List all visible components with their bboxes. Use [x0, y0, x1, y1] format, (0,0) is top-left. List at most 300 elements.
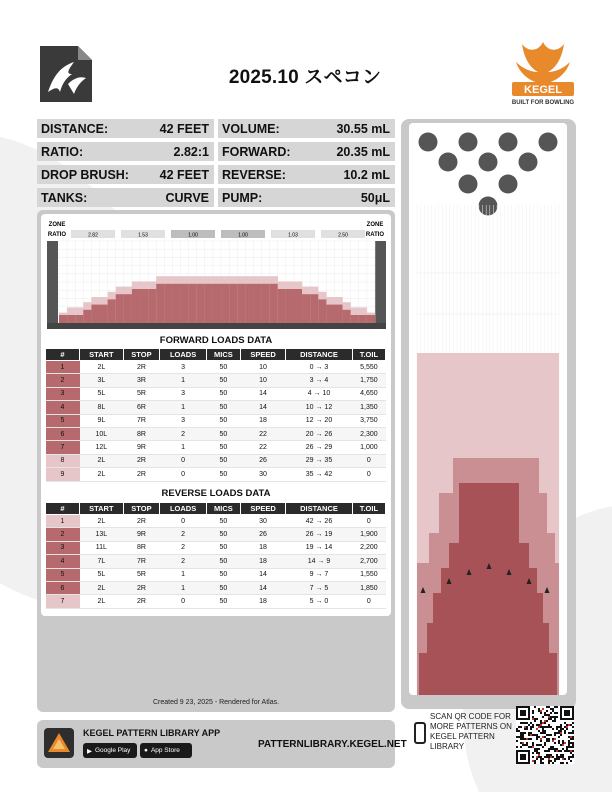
qr-module — [560, 726, 562, 728]
kegel-app-icon[interactable] — [44, 728, 74, 758]
forward-loads-title: FORWARD LOADS DATA — [159, 335, 273, 346]
qr-module — [558, 740, 560, 742]
zone-label: ZONE — [366, 222, 384, 228]
lane-graph — [409, 123, 567, 695]
qr-module — [544, 756, 546, 758]
qr-module — [544, 732, 546, 734]
qr-module — [534, 706, 536, 708]
table-cell: 50 — [206, 361, 240, 374]
row-index: 7 — [46, 595, 80, 608]
qr-module — [570, 746, 572, 748]
table-cell: 2L — [80, 595, 124, 608]
qr-module — [532, 718, 534, 720]
qr-module — [560, 732, 562, 734]
qr-module — [548, 762, 550, 764]
profile-bar-forward — [318, 299, 326, 323]
qr-module — [566, 746, 568, 748]
qr-module — [530, 738, 532, 740]
qr-module — [542, 722, 544, 724]
profile-bar-forward — [59, 315, 67, 323]
table-cell: 5R — [123, 387, 160, 400]
row-index: 6 — [46, 427, 80, 440]
table-cell: 1,350 — [352, 401, 385, 414]
table-cell: 42 → 26 — [286, 515, 353, 528]
zone-ratio-value: 1.53 — [138, 232, 148, 239]
qr-module — [548, 754, 550, 756]
qr-module — [538, 744, 540, 746]
table-cell: 18 — [240, 555, 285, 568]
qr-module — [528, 738, 530, 740]
profile-bar-forward — [270, 284, 278, 323]
qr-module — [522, 742, 524, 744]
qr-module — [538, 756, 540, 758]
table-cell: 5R — [123, 568, 160, 581]
table-cell: 30 — [240, 468, 285, 481]
qr-module — [568, 750, 570, 752]
column-header: STOP — [123, 349, 160, 361]
qr-module — [520, 734, 522, 736]
profile-bar-forward — [140, 289, 148, 323]
table-cell: 3L — [80, 374, 124, 387]
qr-module — [532, 734, 534, 736]
qr-module — [552, 720, 554, 722]
profile-bar-forward — [91, 305, 99, 323]
row-index: 9 — [46, 468, 80, 481]
table-row — [46, 468, 386, 481]
qr-module — [530, 722, 532, 724]
qr-module — [522, 722, 524, 724]
stat-pump — [218, 188, 395, 207]
table-cell: 35 → 42 — [286, 468, 353, 481]
pin-icon — [459, 133, 478, 152]
qr-module — [518, 736, 520, 738]
qr-module — [560, 724, 562, 726]
qr-module — [544, 714, 546, 716]
qr-module — [520, 738, 522, 740]
qr-module — [540, 710, 542, 712]
qr-module — [530, 746, 532, 748]
qr-module — [550, 708, 552, 710]
table-cell: 3R — [123, 374, 160, 387]
table-cell: 2L — [80, 515, 124, 528]
qr-module — [556, 732, 558, 734]
qr-module — [528, 732, 530, 734]
qr-module — [554, 712, 556, 714]
qr-module — [564, 758, 566, 760]
profile-bar-forward — [286, 289, 294, 323]
qr-finder — [564, 710, 570, 716]
column-header: T.OIL — [352, 503, 385, 515]
qr-module — [568, 740, 570, 742]
table-cell: 1 — [160, 568, 207, 581]
profile-bar-forward — [156, 284, 164, 323]
qr-module — [522, 738, 524, 740]
table-cell: 3,750 — [352, 414, 385, 427]
table-cell: 50 — [206, 568, 240, 581]
qr-module — [540, 722, 542, 724]
qr-module — [524, 722, 526, 724]
qr-module — [554, 758, 556, 760]
row-index: 3 — [46, 387, 80, 400]
qr-module — [544, 742, 546, 744]
qr-module — [556, 728, 558, 730]
zone-label: ZONE — [48, 222, 66, 228]
qr-module — [556, 750, 558, 752]
profile-bar-forward — [334, 305, 342, 323]
column-header: SPEED — [240, 503, 285, 515]
qr-module — [540, 740, 542, 742]
table-cell: 50 — [206, 401, 240, 414]
pin-icon — [459, 175, 478, 194]
qr-module — [560, 728, 562, 730]
stat-label: TANKS: — [41, 190, 88, 205]
profile-bar-forward — [100, 305, 108, 323]
qr-module — [518, 726, 520, 728]
qr-module — [570, 756, 572, 758]
table-cell: 50 — [206, 541, 240, 554]
table-cell: 1 — [160, 401, 207, 414]
qr-module — [544, 750, 546, 752]
stat-value: 20.35 mL — [336, 144, 390, 159]
qr-module — [528, 734, 530, 736]
qr-caption: SCAN QR CODE FOR MORE PATTERNS ON KEGEL PATTERN LIBRARY — [430, 712, 512, 751]
table-cell: 50 — [206, 427, 240, 440]
table-cell: 2R — [123, 515, 160, 528]
table-cell: 19 → 14 — [286, 541, 353, 554]
qr-module — [540, 744, 542, 746]
table-cell: 26 — [240, 528, 285, 541]
qr-module — [526, 728, 528, 730]
column-header: DISTANCE — [286, 349, 353, 361]
table-cell: 0 — [352, 515, 385, 528]
table-cell: 2R — [123, 595, 160, 608]
qr-module — [550, 718, 552, 720]
profile-bar-forward — [116, 294, 124, 323]
table-cell: 26 — [240, 454, 285, 467]
table-cell: 3 — [160, 361, 207, 374]
table-row — [46, 515, 386, 528]
column-header: STOP — [123, 503, 160, 515]
qr-module — [560, 730, 562, 732]
table-cell: 6R — [123, 401, 160, 414]
table-cell: 7 → 5 — [286, 581, 353, 594]
qr-module — [524, 732, 526, 734]
profile-bar-forward — [132, 289, 140, 323]
qr-module — [524, 744, 526, 746]
table-cell: 1,850 — [352, 581, 385, 594]
profile-bar-forward — [294, 289, 302, 323]
qr-module — [548, 714, 550, 716]
column-header: DISTANCE — [286, 503, 353, 515]
reverse-loads-table — [45, 502, 386, 609]
app-title: KEGEL PATTERN LIBRARY APP — [83, 728, 221, 738]
qr-module — [538, 710, 540, 712]
profile-bar-forward — [253, 284, 261, 323]
table-cell: 12L — [80, 441, 124, 454]
board-number-axis — [47, 323, 386, 329]
qr-module — [526, 726, 528, 728]
qr-module — [568, 736, 570, 738]
table-cell: 7R — [123, 555, 160, 568]
qr-module — [564, 750, 566, 752]
qr-module — [522, 736, 524, 738]
table-cell: 3 — [160, 414, 207, 427]
row-index: 4 — [46, 401, 80, 414]
table-cell: 30 — [240, 515, 285, 528]
created-note: Created 9 23, 2025 - Rendered for Atlas. — [152, 699, 280, 706]
qr-module — [540, 732, 542, 734]
pin-icon — [439, 153, 458, 172]
qr-module — [570, 752, 572, 754]
qr-module — [548, 750, 550, 752]
qr-module — [550, 754, 552, 756]
svg-text:KEGEL: KEGEL — [524, 84, 562, 96]
profile-bar-forward — [237, 284, 245, 323]
qr-module — [538, 724, 540, 726]
qr-module — [572, 730, 574, 732]
qr-module — [570, 732, 572, 734]
table-cell: 13L — [80, 528, 124, 541]
qr-module — [538, 748, 540, 750]
qr-module — [542, 732, 544, 734]
qr-module — [532, 746, 534, 748]
table-cell: 50 — [206, 515, 240, 528]
table-cell: 1,000 — [352, 441, 385, 454]
row-index: 7 — [46, 441, 80, 454]
qr-module — [568, 742, 570, 744]
qr-module — [570, 750, 572, 752]
table-cell: 8L — [80, 401, 124, 414]
qr-module — [540, 720, 542, 722]
qr-module — [558, 736, 560, 738]
table-row — [46, 427, 386, 440]
table-cell: 2,200 — [352, 541, 385, 554]
qr-module — [546, 740, 548, 742]
qr-module — [520, 732, 522, 734]
qr-module — [538, 726, 540, 728]
qr-module — [562, 740, 564, 742]
profile-bar-forward — [310, 294, 318, 323]
stat-value: 30.55 mL — [336, 121, 390, 136]
zone-ratio-value: 1.00 — [238, 232, 248, 239]
table-cell: 11L — [80, 541, 124, 554]
table-row — [46, 441, 386, 454]
table-row — [46, 454, 386, 467]
table-cell: 7R — [123, 414, 160, 427]
qr-module — [560, 734, 562, 736]
row-index: 2 — [46, 528, 80, 541]
qr-module — [526, 722, 528, 724]
qr-module — [554, 716, 556, 718]
table-row — [46, 414, 386, 427]
profile-bar-forward — [164, 284, 172, 323]
table-cell: 22 — [240, 427, 285, 440]
qr-module — [542, 758, 544, 760]
qr-module — [562, 744, 564, 746]
zone-ratio-value: 1.03 — [288, 232, 298, 239]
table-cell: 8R — [123, 427, 160, 440]
qr-module — [542, 746, 544, 748]
table-row — [46, 568, 386, 581]
qr-module — [520, 722, 522, 724]
qr-module — [556, 748, 558, 750]
qr-module — [538, 736, 540, 738]
qr-module — [538, 754, 540, 756]
table-cell: 5 → 0 — [286, 595, 353, 608]
qr-module — [568, 756, 570, 758]
table-cell: 0 → 3 — [286, 361, 353, 374]
qr-module — [562, 758, 564, 760]
table-row — [46, 374, 386, 387]
qr-module — [560, 756, 562, 758]
qr-module — [560, 744, 562, 746]
qr-module — [554, 750, 556, 752]
qr-module — [572, 736, 574, 738]
qr-module — [562, 756, 564, 758]
qr-module — [520, 726, 522, 728]
table-cell: 2 — [160, 541, 207, 554]
column-header: LOADS — [160, 503, 207, 515]
qr-module — [544, 720, 546, 722]
table-cell: 0 — [160, 515, 207, 528]
qr-module — [536, 750, 538, 752]
page-title: 2025.10 スペコン — [228, 67, 382, 88]
qr-module — [548, 758, 550, 760]
table-row — [46, 541, 386, 554]
stat-drop-brush — [37, 165, 214, 184]
table-cell: 2L — [80, 454, 124, 467]
pattern-library-url[interactable]: PATTERNLIBRARY.KEGEL.NET — [258, 739, 407, 750]
stat-label: VOLUME: — [222, 121, 280, 136]
qr-module — [542, 728, 544, 730]
qr-module — [542, 716, 544, 718]
table-cell: 8R — [123, 541, 160, 554]
qr-module — [546, 754, 548, 756]
profile-bar-forward — [262, 284, 270, 323]
qr-module — [542, 736, 544, 738]
row-index: 1 — [46, 361, 80, 374]
qr-module — [558, 758, 560, 760]
qr-module — [552, 716, 554, 718]
qr-module — [544, 722, 546, 724]
stat-value: 2.82:1 — [173, 144, 209, 159]
profile-bar-forward — [172, 284, 180, 323]
table-cell: 0 — [352, 454, 385, 467]
table-cell: 2 — [160, 427, 207, 440]
qr-module — [570, 738, 572, 740]
qr-module — [540, 738, 542, 740]
qr-finder — [520, 754, 526, 760]
pin-icon — [419, 133, 438, 152]
qr-module — [564, 730, 566, 732]
qr-module — [562, 762, 564, 764]
table-cell: 10 — [240, 361, 285, 374]
table-cell: 0 — [160, 468, 207, 481]
qr-module — [540, 756, 542, 758]
play-icon: ▶ — [87, 747, 92, 755]
table-cell: 7L — [80, 555, 124, 568]
row-index: 6 — [46, 581, 80, 594]
qr-module — [568, 746, 570, 748]
qr-module — [552, 710, 554, 712]
google-play-button[interactable] — [83, 743, 137, 758]
row-index: 5 — [46, 568, 80, 581]
table-cell: 14 → 9 — [286, 555, 353, 568]
qr-module — [568, 758, 570, 760]
table-cell: 2L — [80, 361, 124, 374]
qr-module — [552, 746, 554, 748]
ratio-label: RATIO — [47, 232, 67, 238]
stat-forward — [218, 142, 395, 161]
qr-module — [562, 742, 564, 744]
table-cell: 50 — [206, 387, 240, 400]
profile-bar-forward — [367, 315, 375, 323]
qr-module — [542, 708, 544, 710]
table-cell: 2R — [123, 454, 160, 467]
qr-module — [572, 738, 574, 740]
table-cell: 22 — [240, 441, 285, 454]
qr-module — [520, 736, 522, 738]
table-cell: 2L — [80, 581, 124, 594]
table-cell: 18 — [240, 595, 285, 608]
qr-module — [534, 734, 536, 736]
qr-module — [546, 706, 548, 708]
qr-module — [540, 712, 542, 714]
qr-module — [548, 756, 550, 758]
qr-module — [566, 750, 568, 752]
qr-module — [558, 726, 560, 728]
qr-module — [534, 762, 536, 764]
qr-module — [564, 726, 566, 728]
table-cell: 2,700 — [352, 555, 385, 568]
qr-module — [522, 734, 524, 736]
table-row — [46, 528, 386, 541]
table-cell: 20 → 26 — [286, 427, 353, 440]
app-store-button[interactable] — [140, 743, 192, 758]
table-cell: 2 — [160, 555, 207, 568]
qr-module — [518, 730, 520, 732]
qr-module — [556, 726, 558, 728]
table-cell: 14 — [240, 581, 285, 594]
qr-module — [536, 738, 538, 740]
qr-module — [548, 706, 550, 708]
table-cell: 50 — [206, 595, 240, 608]
column-header: # — [46, 349, 80, 361]
brand-tagline: BUILT FOR BOWLING — [511, 100, 575, 106]
qr-module — [544, 712, 546, 714]
stat-ratio — [37, 142, 214, 161]
table-cell: 18 — [240, 541, 285, 554]
qr-module — [560, 762, 562, 764]
qr-module — [552, 756, 554, 758]
qr-module — [516, 730, 518, 732]
forward-loads-table — [45, 348, 386, 482]
qr-code-icon[interactable] — [516, 706, 574, 764]
qr-module — [536, 736, 538, 738]
qr-module — [572, 746, 574, 748]
qr-module — [538, 730, 540, 732]
table-cell: 3 → 4 — [286, 374, 353, 387]
profile-bar-forward — [359, 315, 367, 323]
qr-module — [564, 732, 566, 734]
qr-module — [572, 750, 574, 752]
qr-module — [552, 708, 554, 710]
zone-ratio-value: 2.50 — [338, 232, 348, 239]
table-row — [46, 595, 386, 608]
qr-module — [558, 756, 560, 758]
table-row — [46, 361, 386, 374]
qr-module — [562, 728, 564, 730]
